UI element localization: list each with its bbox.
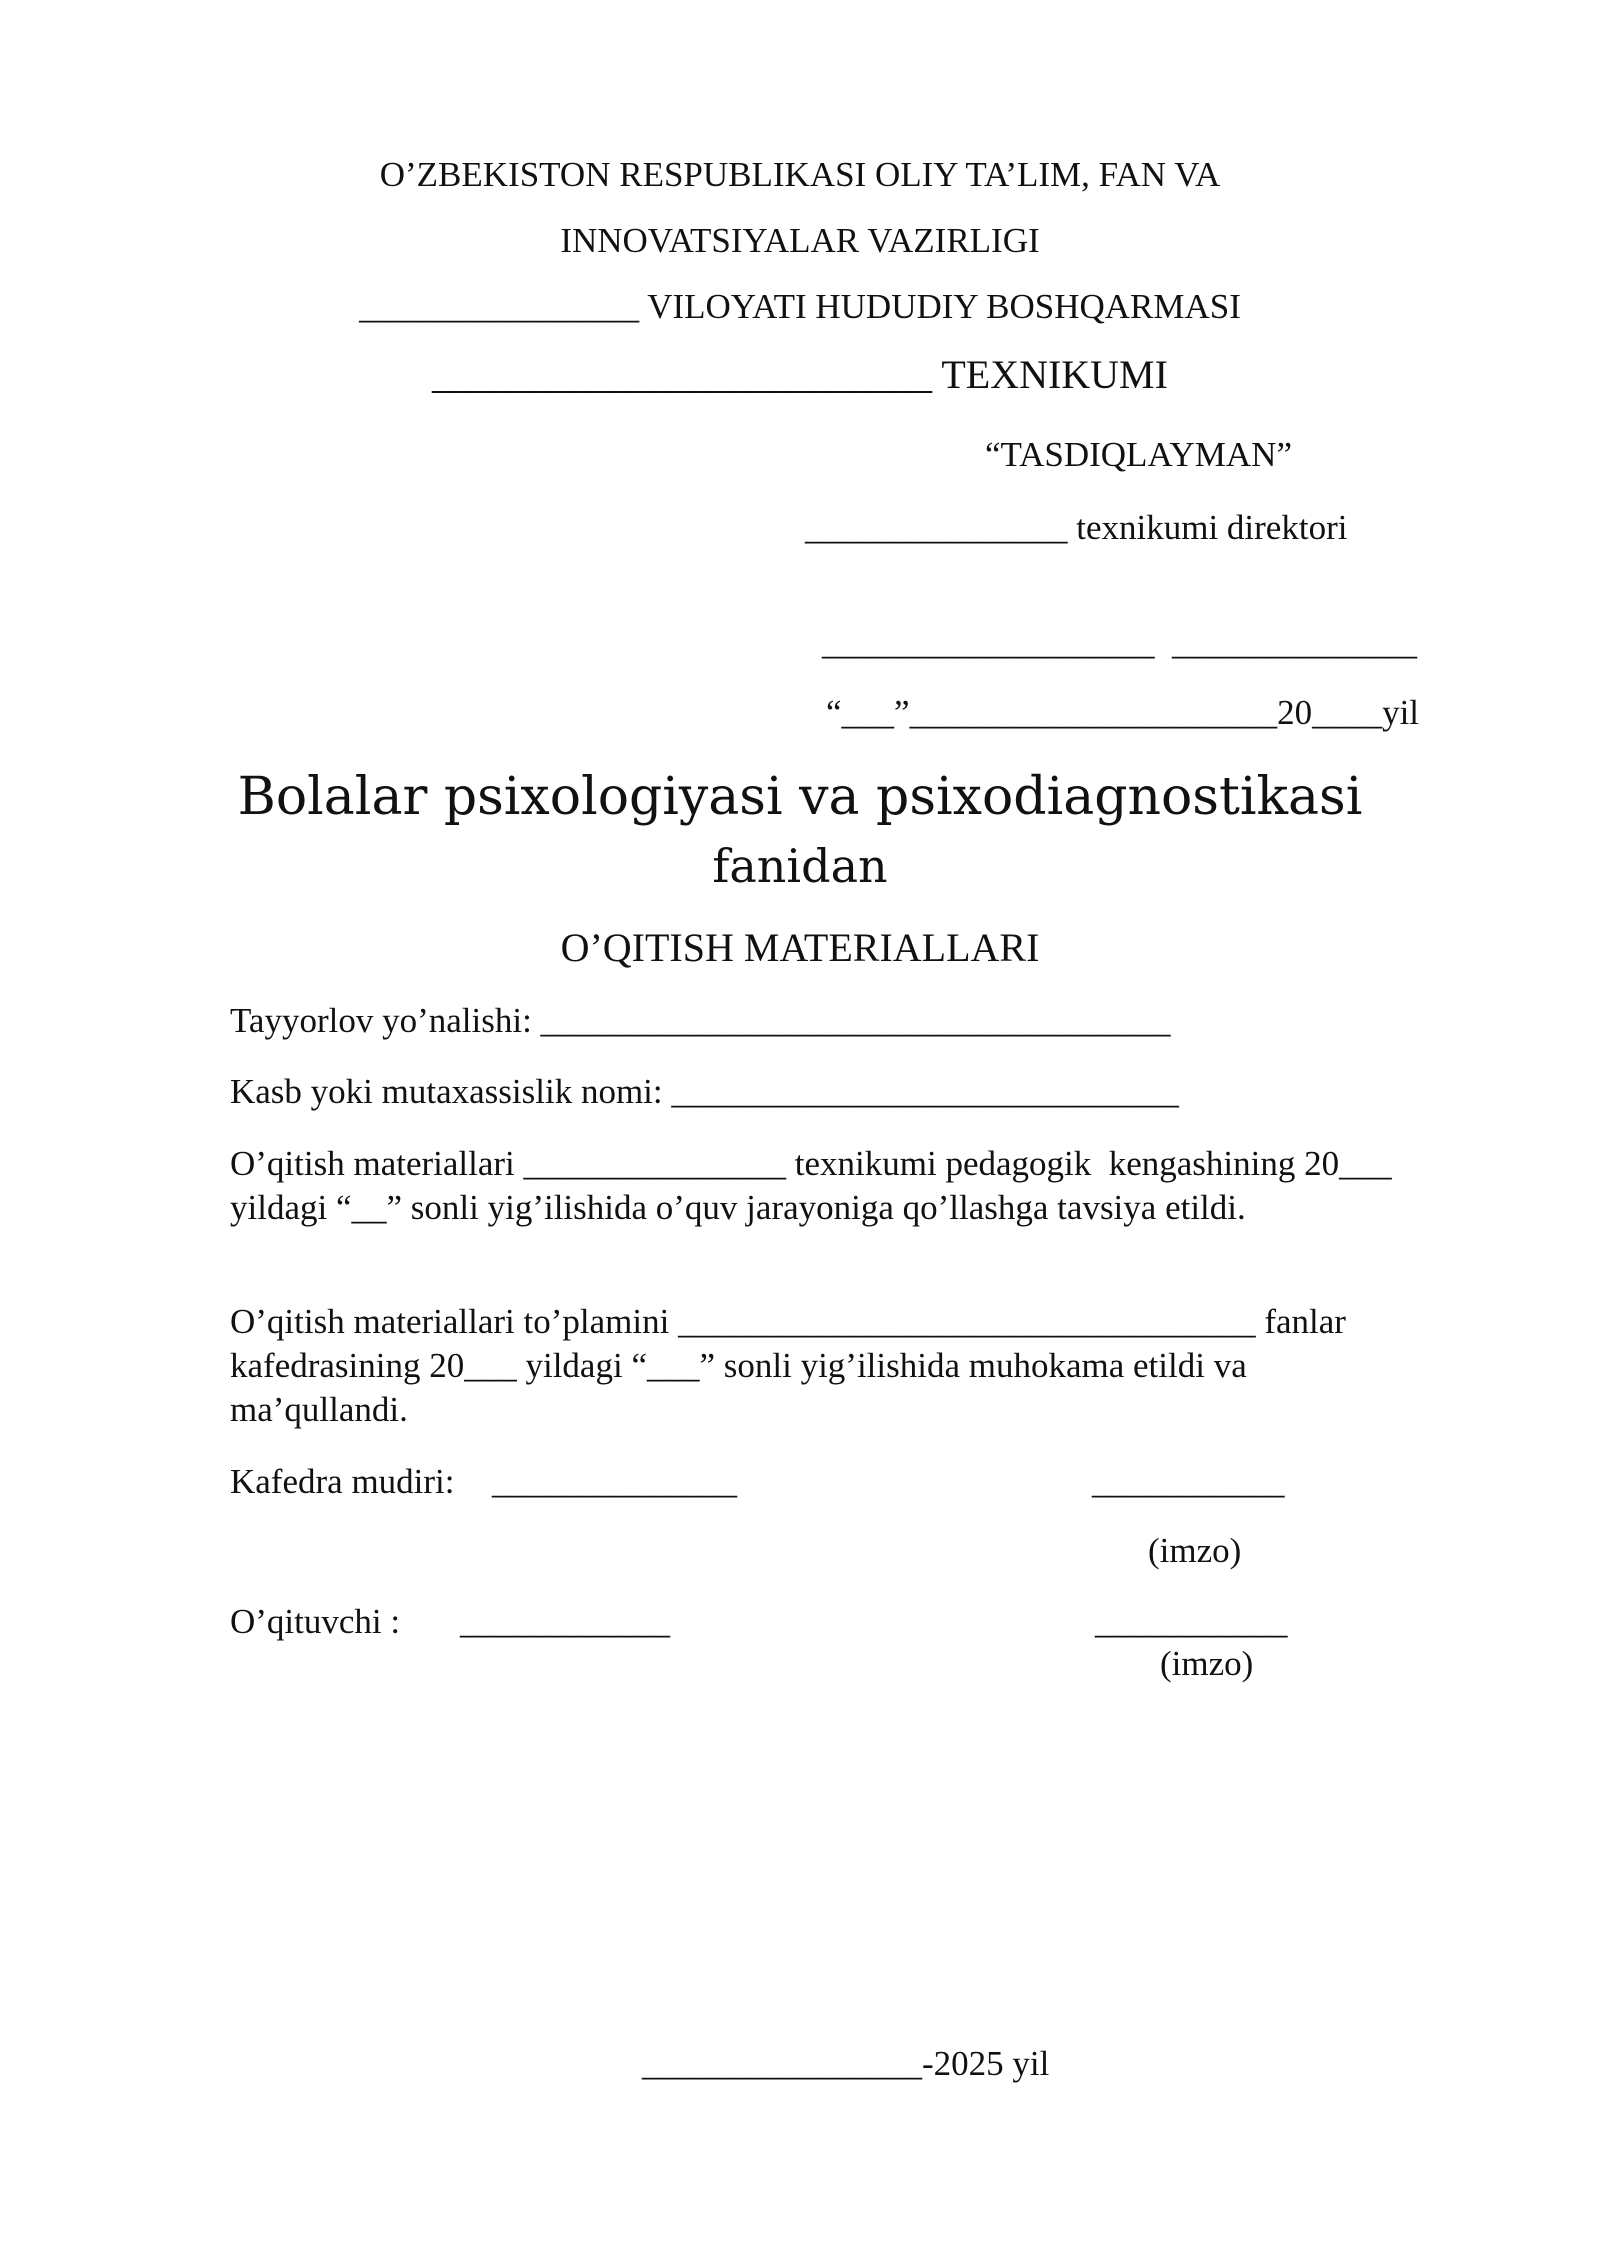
profession-field: Kasb yoki mutaxassislik nomi: _____________________________ bbox=[230, 1072, 1179, 1111]
director-line: _______________ texnikumi direktori bbox=[805, 508, 1348, 547]
approval-title: “TASDIQLAYMAN” bbox=[985, 435, 1292, 474]
approval-paragraph-line-3: ma’qullandi. bbox=[230, 1390, 408, 1429]
head-of-department-signature-blank: ___________ bbox=[1092, 1462, 1285, 1501]
subject-title: Bolalar psixologiyasi va psixodiagnostikasi bbox=[237, 767, 1363, 827]
head-of-department-label: Kafedra mudiri: bbox=[230, 1462, 455, 1501]
signature-line: ___________________ ______________ bbox=[822, 623, 1417, 662]
recommendation-line-2: yildagi “__” sonli yig’ilishida o’quv jarayoniga qo’llashga tavsiya etildi. bbox=[230, 1188, 1246, 1227]
ministry-line-2: INNOVATSIYALAR VAZIRLIGI bbox=[560, 221, 1040, 260]
approval-date-line: “___”_____________________20____yil bbox=[826, 693, 1420, 732]
approval-paragraph-line-2: kafedrasining 20___ yildagi “___” sonli yig’ilishida muhokama etildi va bbox=[230, 1346, 1247, 1385]
subject-subtitle: fanidan bbox=[712, 839, 888, 893]
ministry-line-1: O’ZBEKISTON RESPUBLIKASI OLIY TA’LIM, FAN VA bbox=[379, 155, 1221, 194]
teacher-signature-caption: (imzo) bbox=[1160, 1644, 1254, 1683]
region-line: ________________ VILOYATI HUDUDIY BOSHQARMASI bbox=[359, 287, 1241, 326]
head-of-department-name-blank: ______________ bbox=[492, 1462, 737, 1501]
teacher-name-blank: ____________ bbox=[460, 1602, 670, 1641]
approval-paragraph-line-1: O’qitish materiallari to’plamini _________________________________ fanlar bbox=[230, 1302, 1346, 1341]
document-type: O’QITISH MATERIALLARI bbox=[560, 925, 1040, 970]
teacher-label: O’qituvchi : bbox=[230, 1602, 401, 1641]
footer-year-line: ________________-2025 yil bbox=[642, 2044, 1050, 2083]
direction-field: Tayyorlov yo’nalishi: ____________________________________ bbox=[230, 1001, 1171, 1040]
teacher-signature-blank: ___________ bbox=[1095, 1602, 1288, 1641]
college-line: _________________________ TEXNIKUMI bbox=[432, 352, 1168, 397]
recommendation-line-1: O’qitish materiallari _______________ texnikumi pedagogik kengashining 20___ bbox=[230, 1144, 1392, 1183]
head-of-department-signature-caption: (imzo) bbox=[1148, 1531, 1242, 1570]
